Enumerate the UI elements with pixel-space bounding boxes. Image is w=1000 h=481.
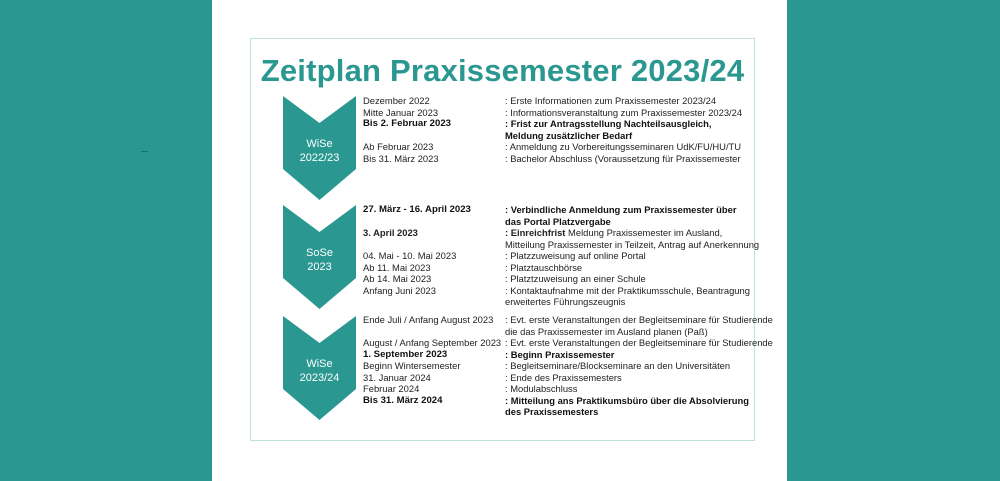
chevron-wise-2023-24	[283, 316, 356, 420]
chevron-wise-2022-23	[283, 96, 356, 200]
row-date: Ab Februar 2023	[363, 141, 434, 152]
row-date: Bis 31. März 2024	[363, 394, 443, 406]
row-text: : Begleitseminare/Blockseminare an den Universitäten	[505, 360, 731, 371]
row-text: des Praxissemesters	[505, 406, 599, 417]
row-text: : Platztauschbörse	[505, 261, 583, 273]
chevron-label-line1: WiSe	[306, 138, 333, 150]
row-date: Februar 2024	[363, 383, 420, 394]
row-text: : Anmeldung zu Vorbereitungsseminaren UdK/FU/HU/TU	[505, 141, 742, 152]
row-text-bold: : Einreichfrist	[505, 227, 566, 238]
row-date: 3. April 2023	[363, 227, 418, 238]
row-text: : Kontaktaufnahme mit der Praktikumsschule, Beantragung	[505, 284, 750, 296]
row-date: 04. Mai - 10. Mai 2023	[363, 250, 457, 261]
row-text: : Ende des Praxissemesters	[505, 371, 622, 383]
row-date: Bis 31. März 2023	[363, 152, 439, 164]
row-text: das Portal Platzvergabe	[505, 215, 611, 227]
row-text: : Evt. erste Veranstaltungen der Begleitseminare für Studierende	[505, 337, 773, 348]
chevron-label-line1: SoSe	[306, 247, 333, 259]
small-dash-mark	[141, 151, 148, 152]
row-date: Anfang Juni 2023	[363, 284, 436, 296]
chevron-sose-2023	[283, 205, 356, 309]
row-text: : Platzzuweisung auf online Portal	[505, 250, 646, 261]
row-date: 27. März - 16. April 2023	[363, 204, 471, 215]
row-text: : Platztzuweisung an einer Schule	[505, 273, 646, 284]
chevron-label-line2: 2022/23	[299, 152, 340, 164]
schedule-card	[250, 38, 773, 441]
row-date: Ende Juli / Anfang August 2023	[363, 314, 494, 325]
row-date: Bis 2. Februar 2023	[363, 118, 451, 129]
row-text: : Bachelor Abschluss (Voraussetzung für Praxissemester	[505, 152, 741, 164]
row-date: Ab 11. Mai 2023	[363, 261, 431, 273]
left-teal-margin	[0, 0, 212, 481]
row-text: : Informationsveranstaltung zum Praxissemester 2023/24	[505, 106, 743, 118]
chevron-label-line2: 2023/24	[299, 372, 340, 384]
page-title: Zeitplan Praxissemester 2023/24	[260, 53, 745, 88]
row-text: : Erste Informationen zum Praxissemester 2023/24	[505, 95, 717, 106]
row-text: Meldung zusätzlicher Bedarf	[505, 129, 633, 141]
row-text: : Frist zur Antragsstellung Nachteilsausgleich,	[505, 118, 712, 129]
row-text: erweitertes Führungszeugnis	[505, 296, 626, 307]
right-teal-margin	[787, 0, 1000, 481]
row-text	[505, 227, 722, 238]
row-text: : Modulabschluss	[505, 383, 578, 394]
row-text: : Evt. erste Veranstaltungen der Begleitseminare für Studierende	[505, 314, 773, 325]
row-text: die das Praxissemester im Ausland planen (Paß)	[505, 325, 708, 337]
row-date: Mitte Januar 2023	[363, 106, 439, 118]
row-text: Mitteilung Praxissemester in Teilzeit, Antrag auf Anerkennung	[505, 238, 760, 250]
chevron-label-line1: WiSe	[306, 358, 333, 370]
row-date: Ab 14. Mai 2023	[363, 273, 432, 284]
chevron-label-line2: 2023	[307, 261, 332, 273]
row-text-normal: Meldung Praxissemester im Ausland,	[565, 227, 723, 238]
row-date: Beginn Wintersemester	[363, 360, 461, 371]
row-date: 1. September 2023	[363, 348, 448, 360]
row-date: 31. Januar 2024	[363, 371, 431, 383]
row-date: August / Anfang September 2023	[363, 337, 502, 348]
row-text: : Verbindliche Anmeldung zum Praxissemester über	[505, 204, 737, 215]
row-text: : Beginn Praxissemester	[505, 348, 615, 360]
row-date: Dezember 2022	[363, 95, 430, 106]
row-text: : Mitteilung ans Praktikumsbüro über die Absolvierung	[505, 394, 749, 406]
